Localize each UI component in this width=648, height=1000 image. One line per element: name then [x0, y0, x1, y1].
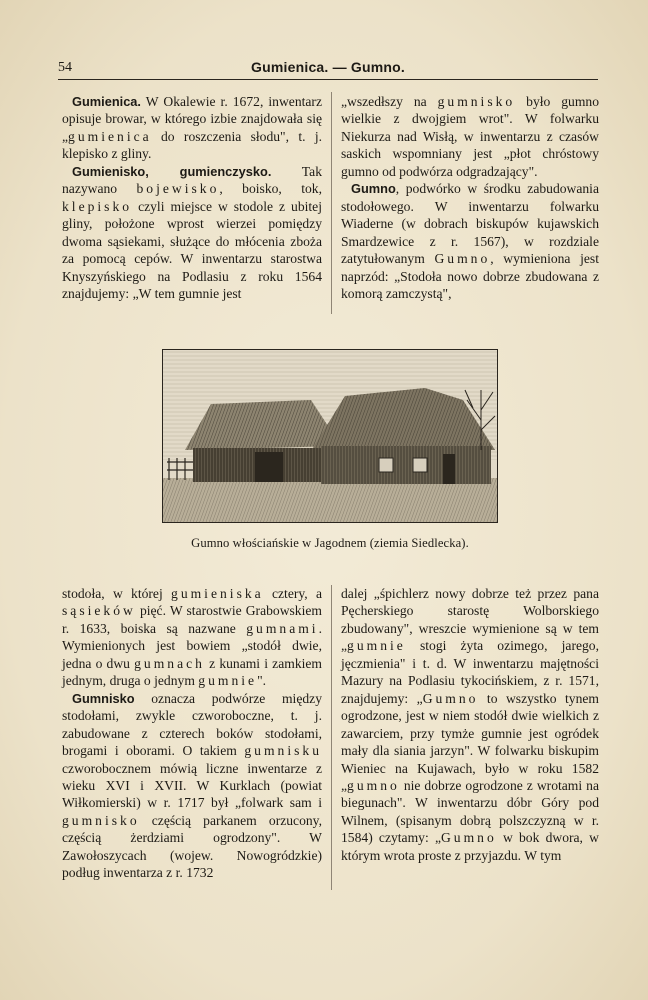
entry-text: to wszystko tynem ogrodzone, jest w niem stodół dwie wielkich z zawarciem, przy tymże gumnie jest ogródek mały dla siania jarzyn". W folwarku biskupim Wieniec na Kujawach, było w roku 1582 „ — [341, 690, 599, 793]
entry-term: Gumienisko, gumienczysko. — [72, 163, 272, 179]
entry-text: częścią parkanem orzucony, częścią żerdziami ogrodzony". W Zawołoszycach (wojew. Nowogródzkie) podług inwentarza z r. 1732 — [62, 812, 322, 881]
entry-text: W Okalewie r. 1672, inwentarz opisuje browar, w którego izbie znajdowała się „ — [62, 94, 322, 144]
spaced-word: gumnach — [134, 655, 205, 671]
entry-text: w bok dwora, w którym wrota proste z przyjazdu. W tym — [341, 830, 599, 863]
spaced-word: gumnisko — [62, 812, 140, 828]
entry-term: Gumnisko — [72, 690, 135, 706]
column-bottom-right — [341, 585, 599, 864]
spaced-word: Gumno — [434, 251, 491, 267]
figure-caption: Gumno włościańskie w Jagodnem (ziemia Siedlecka). — [191, 536, 469, 550]
entry-gumnisko — [62, 690, 322, 882]
barn-engraving — [163, 350, 497, 522]
spaced-word: gumieniska — [171, 586, 264, 601]
entry-text: Tak nazywano — [62, 163, 322, 197]
column-top-left — [62, 93, 322, 302]
entry-text: , wymieniona jest naprzód: „Stodoła nowo dobrze zbudowana z komorą zamczystą", — [341, 251, 599, 301]
entry-text: czyli miejsce w stodole z ubitej gliny, położone wprost wierzei pomiędzy dwoma sąsiekami, służące do młócenia zboża za pomocą cepów. W inwentarzu starostwa Knyszyńskiego na Podlasiu z roku 1564 znajdujemy: „W tem gumnie jest — [62, 198, 322, 301]
header-rule — [58, 79, 598, 80]
running-head: Gumienica. — Gumno. — [251, 59, 405, 75]
entry-text: ". — [257, 673, 267, 689]
entry-text: , podwórko w środku zabudowania stodołowego. W inwentarzu folwarku Wiaderne (w dobrach biskupów kujawskich Smardzewice z r. 1567), w rozdziale zatytułowanym — [341, 181, 599, 267]
spaced-word: gumienica — [68, 128, 152, 144]
entry-text: stodoła, w której — [62, 586, 172, 601]
entry-text: pięć. W starostwie Grabowskiem r. 1633, boiska są nazwane — [62, 603, 322, 636]
entry-text: , boisko, tok, — [219, 181, 322, 197]
entry-text: do roszczenia słodu", t. j. klepisko z gliny. — [62, 128, 322, 162]
spaced-word: Gumno — [422, 690, 479, 706]
entry-text: cztery, a — [263, 586, 322, 601]
spaced-word: gumno — [347, 777, 400, 793]
column-top-right — [341, 93, 599, 302]
entry-continuation — [341, 93, 599, 180]
entry-text: stogi żyta ozimego, jarego, jęczmienia" i t. d. W inwentarzu majętności Mazury na Podlasiu tykocińskiem, z r. 1571, znajdujemy: „ — [341, 638, 599, 706]
entry-term: Gumno — [351, 181, 396, 197]
column-divider — [331, 92, 332, 314]
entry-gumienica — [62, 93, 322, 163]
entry-text: „wszedłszy na — [341, 94, 438, 109]
entry-text: nie dobrze ogrodzone z wrotami na biegunach". W inwentarzu dóbr Góry pod Wilnem, (spisanym dobrą polszczyzną w r. 1584) czytamy: „ — [341, 777, 599, 846]
spaced-word: bojewisko — [136, 181, 220, 197]
spaced-word: gumnisku — [244, 743, 322, 759]
entry-continuation — [341, 585, 599, 864]
entry-text: czworobocznem mówią liczne inwentarze z wieku XVI i XVII. W Kurklach (powiat Wiłkomierski) w r. 1717 był „folwark sam i — [62, 760, 322, 811]
page-number: 54 — [58, 60, 72, 75]
spaced-word: gumnie — [198, 673, 258, 689]
entry-continuation — [62, 585, 322, 690]
entry-gumno — [341, 180, 599, 302]
entry-text: dalej „śpichlerz nowy dobrze też przez pana Pęcherskiego starostę Wolborskiego zbudowany", wreszcie wymienione są w tem „ — [341, 586, 599, 654]
entry-text: . Wymienionych jest bowiem „stodół dwie, jedna o dwu — [62, 620, 322, 671]
figure-illustration — [162, 349, 498, 523]
entry-text: oznacza podwórze między stodołami, zwykle czworoboczne, t. j. zabudowane z czterech boków stodołami, brogami i oborami. O takiem — [62, 690, 322, 759]
entry-term: Gumienica. — [72, 94, 141, 109]
spaced-word: Gumno — [440, 830, 497, 846]
entry-gumienisko — [62, 163, 322, 303]
entry-text: było gumno wielkie z dwojgiem wrot". W folwarku Niekurza nad Wisłą, w inwentarzu z czasów saskich wspomniany jest „płot chróstowy gumno od podwórza odgradzający". — [341, 94, 599, 179]
spaced-word: gumnie — [347, 638, 406, 654]
column-bottom-left — [62, 585, 322, 882]
spaced-word: sąsieków — [62, 603, 136, 619]
spaced-word: gumnami — [246, 620, 319, 636]
spaced-word: klepisko — [62, 198, 133, 214]
column-divider — [331, 585, 332, 890]
spaced-word: gumnisko — [437, 94, 516, 109]
entry-text: z kunami i zamkiem jednym, druga o jednym — [62, 655, 322, 689]
page-header — [58, 58, 598, 80]
